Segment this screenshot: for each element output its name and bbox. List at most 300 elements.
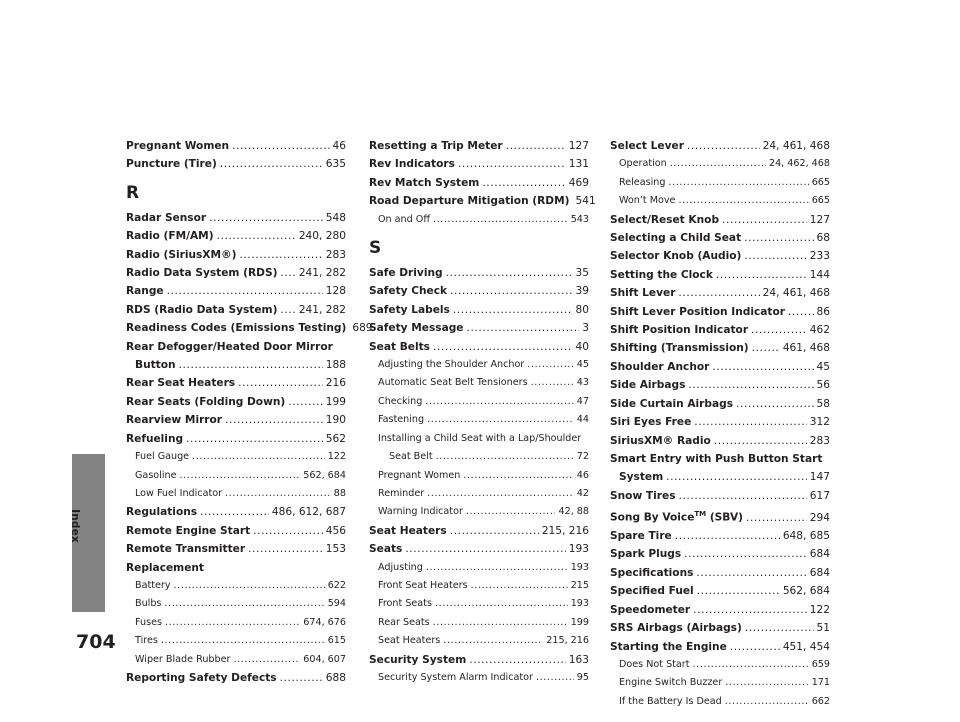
index-subentry: [369, 356, 589, 374]
index-entry-term: Shift Lever: [610, 287, 676, 300]
index-entry-term: Select/Reset Knob: [610, 213, 720, 226]
dot-leader: [531, 374, 574, 392]
index-entry-term: Seat Heaters: [378, 635, 441, 647]
dot-leader: [688, 376, 813, 394]
index-entry-pages: 122: [809, 603, 830, 616]
index-entry-term: Puncture (Tire): [126, 158, 217, 171]
index-entry-pages: 283: [809, 434, 830, 447]
index-entry-pages: 215: [570, 579, 589, 591]
index-entry-pages: 43: [576, 377, 589, 389]
dot-leader: [217, 227, 296, 245]
dot-leader: [446, 264, 573, 282]
dot-leader: [405, 540, 565, 558]
index-entry-term: Side Airbags: [610, 379, 686, 392]
index-entry: [369, 192, 596, 210]
index-entry-term: Checking: [378, 395, 423, 407]
dot-leader: [433, 614, 568, 632]
index-entry: [369, 651, 589, 669]
index-entry-term: Safety Check: [369, 285, 448, 298]
dot-leader: [463, 467, 573, 485]
index-entry: [126, 669, 346, 687]
index-entry-term: Reminder: [378, 487, 425, 499]
dot-leader: [220, 155, 323, 173]
index-entry-pages: 294: [809, 511, 830, 524]
index-entry-pages: 42: [576, 487, 589, 499]
index-subentry: [126, 595, 346, 613]
index-subentry: [369, 669, 589, 687]
index-entry-pages: 42, 88: [558, 506, 589, 518]
index-entry: [610, 468, 830, 486]
index-entry-term: System: [619, 471, 664, 484]
index-entry-term: Remote Engine Start: [126, 524, 251, 537]
dot-leader: [209, 209, 323, 227]
index-column-3: [610, 137, 830, 711]
index-subentry: [369, 411, 589, 429]
index-entry-term: Bulbs: [135, 598, 162, 610]
index-entry-pages: 665: [811, 176, 830, 188]
dot-leader: [687, 137, 760, 155]
dot-leader: [467, 319, 580, 337]
index-entry-pages: 233: [809, 250, 830, 263]
index-entry-pages: 241, 282: [298, 267, 346, 280]
index-entry-pages: 51: [816, 622, 830, 635]
index-entry-term: Snow Tires: [610, 489, 676, 502]
index-entry-term: Reporting Safety Defects: [126, 671, 277, 684]
index-entry-pages: 24, 462, 468: [768, 158, 830, 170]
index-entry: [610, 432, 830, 450]
dot-leader: [225, 411, 323, 429]
index-entry-term: Refueling: [126, 432, 184, 445]
dot-leader: [746, 509, 807, 527]
index-entry-term: Shifting (Transmission): [610, 342, 749, 355]
index-entry-term: Front Seats: [378, 598, 432, 610]
index-entry-term: Selecting a Child Seat: [610, 232, 742, 245]
index-entry: [369, 282, 589, 300]
index-entry: [610, 527, 830, 545]
index-entry-term: Setting the Clock: [610, 268, 713, 281]
index-tab-label: Index: [68, 509, 81, 543]
index-entry-term: Radar Sensor: [126, 211, 207, 224]
index-entry-term: Shift Lever Position Indicator: [610, 305, 785, 318]
index-entry-pages: 68: [816, 232, 830, 245]
index-subentry: [610, 192, 830, 210]
dot-leader: [693, 601, 807, 619]
index-entry: [610, 413, 830, 431]
dot-leader: [433, 211, 568, 229]
dot-leader: [436, 448, 574, 466]
index-entry-pages: 47: [576, 395, 589, 407]
index-entry-pages: 128: [325, 285, 346, 298]
dot-leader: [450, 522, 539, 540]
index-entry-pages: 312: [809, 416, 830, 429]
index-entry-term: [610, 505, 743, 527]
index-subentry: [126, 448, 346, 466]
index-entry-pages: 46: [576, 469, 589, 481]
dot-leader: [730, 638, 780, 656]
index-entry-pages: 635: [325, 158, 346, 171]
index-entry-pages: 188: [325, 359, 346, 372]
index-entry-pages: 171: [811, 677, 830, 689]
dot-leader: [675, 527, 780, 545]
index-entry-term: Replacement: [126, 561, 204, 574]
index-entry-term: Readiness Codes (Emissions Testing): [126, 322, 347, 335]
index-entry-term: Spark Plugs: [610, 548, 682, 561]
index-entry: [610, 229, 830, 247]
index-entry: [610, 303, 830, 321]
index-entry: [126, 430, 346, 448]
index-entry: [610, 137, 830, 155]
dot-leader: [174, 577, 325, 595]
dot-leader: [712, 358, 813, 376]
section-letter-s: S: [369, 238, 382, 259]
index-entry: [610, 487, 830, 505]
index-entry: [610, 284, 830, 302]
index-entry-term: Security System: [369, 653, 467, 666]
index-entry-pages: 541: [575, 195, 596, 208]
dot-leader: [752, 339, 780, 357]
dot-leader: [192, 448, 325, 466]
dot-leader: [458, 155, 566, 173]
dot-leader: [425, 393, 573, 411]
index-entry-term: Shift Position Indicator: [610, 324, 749, 337]
dot-leader: [161, 632, 325, 650]
index-entry-pages: 562, 684: [782, 585, 830, 598]
index-subentry: [369, 595, 589, 613]
index-entry-term: Won’t Move: [619, 195, 676, 207]
index-entry: [126, 411, 346, 429]
index-entry: [126, 393, 346, 411]
index-entry-pages: 199: [325, 395, 346, 408]
dot-leader: [697, 582, 780, 600]
index-entry: [126, 137, 346, 155]
dot-leader: [684, 545, 807, 563]
index-entry-term: On and Off: [378, 213, 430, 225]
index-entry-pages: 486, 612, 687: [271, 506, 346, 519]
index-entry-term-tail: (SBV): [706, 511, 743, 524]
dot-leader: [736, 395, 814, 413]
dot-leader: [716, 266, 807, 284]
index-column-1: [126, 137, 373, 687]
index-entry: [369, 338, 589, 356]
index-entry-pages: 617: [809, 489, 830, 502]
dot-leader: [167, 282, 323, 300]
index-entry-term: Rev Indicators: [369, 158, 455, 171]
dot-leader: [453, 301, 573, 319]
index-subentry: [369, 467, 589, 485]
index-entry-pages: 451, 454: [782, 640, 830, 653]
index-entry-term: Adjusting: [378, 561, 423, 573]
index-entry: [126, 282, 346, 300]
index-subentry: [369, 211, 589, 229]
index-entry-pages: 127: [809, 213, 830, 226]
index-entry-pages: 462: [809, 324, 830, 337]
index-entry: [126, 374, 346, 392]
index-entry-term: Rear Defogger/Heated Door Mirror: [126, 340, 333, 353]
index-entry-pages: 122: [327, 451, 346, 463]
index-entry-term: Radio (FM/AM): [126, 230, 214, 243]
index-entry-term: Siri Eyes Free: [610, 416, 692, 429]
index-entry-term: Warning Indicator: [378, 506, 463, 518]
index-entry-term: Seat Belt: [389, 451, 433, 463]
index-entry-term: Tires: [135, 635, 158, 647]
index-entry-pages: 199: [570, 616, 589, 628]
dot-leader: [238, 374, 323, 392]
dot-leader: [751, 321, 807, 339]
index-entry-term: Seat Belts: [369, 340, 430, 353]
index-entry-term: RDS (Radio Data System): [126, 303, 278, 316]
index-column-2: [369, 137, 596, 687]
index-entry-pages: 144: [809, 268, 830, 281]
dot-leader: [280, 301, 295, 319]
dot-leader: [693, 656, 809, 674]
index-entry-term: Range: [126, 285, 164, 298]
index-entry-term: Select Lever: [610, 140, 684, 152]
dot-leader: [678, 284, 759, 302]
index-entry-term: Shoulder Anchor: [610, 360, 710, 373]
dot-leader: [164, 595, 324, 613]
dot-leader: [427, 411, 574, 429]
index-entry: [610, 564, 830, 582]
index-entry-term: Rev Match System: [369, 176, 480, 189]
index-subentry: [610, 174, 830, 192]
index-entry-pages: 58: [816, 397, 830, 410]
dot-leader: [179, 356, 323, 374]
index-entry-pages: 543: [570, 213, 589, 225]
index-entry-term: Rear Seat Heaters: [126, 377, 236, 390]
index-entry: [610, 505, 830, 527]
index-entry-term: Radio (SiriusXM®): [126, 248, 237, 261]
dot-leader: [722, 211, 807, 229]
dot-leader: [239, 246, 322, 264]
index-entry-term: Rearview Mirror: [126, 414, 223, 427]
index-entry: [369, 174, 589, 192]
index-entry-pages: 193: [568, 543, 589, 556]
index-subentry-term: Installing a Child Seat with a Lap/Shoulder: [378, 432, 582, 444]
index-entry-term: Seat Heaters: [369, 524, 447, 537]
index-entry-pages: 283: [325, 248, 346, 261]
index-subentry: [610, 155, 830, 173]
dot-leader: [678, 192, 808, 210]
index-entry: [610, 395, 830, 413]
index-entry-term: SiriusXM® Radio: [610, 434, 711, 447]
index-subentry: [369, 393, 589, 411]
dot-leader: [506, 137, 566, 155]
index-entry-term: Seats: [369, 543, 403, 556]
dot-leader: [527, 356, 574, 374]
index-entry-pages: 127: [568, 140, 589, 152]
index-entry: [369, 522, 589, 540]
index-entry-pages: 46: [332, 140, 346, 152]
index-entry-pages: 193: [570, 561, 589, 573]
index-entry: [610, 358, 830, 376]
index-entry-term: Safety Labels: [369, 303, 450, 316]
index-entry: [610, 582, 830, 600]
index-subentry: [126, 614, 346, 632]
index-entry-pages: 659: [811, 658, 830, 670]
index-entry-term: Wiper Blade Rubber: [135, 653, 231, 665]
dot-leader: [443, 632, 543, 650]
index-entry-pages: 72: [576, 451, 589, 463]
dot-leader: [745, 619, 814, 637]
index-entry: [126, 301, 346, 319]
index-entry: [610, 266, 830, 284]
index-entry-pages: 80: [575, 303, 589, 316]
index-entry: [369, 301, 589, 319]
index-subentry: [369, 614, 589, 632]
index-entry-pages: 190: [325, 414, 346, 427]
index-entry-pages: 45: [816, 360, 830, 373]
index-entry-term: Speedometer: [610, 603, 691, 616]
dot-leader: [788, 303, 814, 321]
index-subentry: [126, 467, 346, 485]
dot-leader: [744, 247, 806, 265]
trademark-sup: TM: [694, 510, 707, 519]
index-entry-pages: 456: [325, 524, 346, 537]
index-entry-pages: 44: [576, 414, 589, 426]
index-entry: [610, 339, 830, 357]
dot-leader: [450, 282, 572, 300]
index-entry-term: Security System Alarm Indicator: [378, 671, 533, 683]
index-subentry: [369, 485, 589, 503]
index-entry: [126, 264, 346, 282]
index-entry-term: Releasing: [619, 176, 666, 188]
dot-leader: [670, 155, 766, 173]
dot-leader: [433, 338, 573, 356]
index-entry-pages: 648, 685: [782, 530, 830, 543]
index-entry-pages: 56: [816, 379, 830, 392]
index-entry-pages: 622: [327, 579, 346, 591]
index-entry-pages: 469: [568, 176, 589, 189]
index-entry-pages: 662: [811, 695, 830, 707]
index-entry: [610, 619, 830, 637]
index-entry-term: Resetting a Trip Meter: [369, 140, 503, 152]
dot-leader: [426, 559, 568, 577]
index-entry: [369, 264, 589, 282]
index-entry: [610, 545, 830, 563]
index-subentry: [126, 632, 346, 650]
page-number: 704: [76, 631, 116, 653]
index-entry-term: Front Seat Heaters: [378, 579, 468, 591]
index-subentry: [610, 674, 830, 692]
dot-leader: [435, 595, 568, 613]
dot-leader: [666, 468, 807, 486]
index-subentry: [610, 656, 830, 674]
index-entry-term: Remote Transmitter: [126, 543, 246, 556]
index-entry-pages: 594: [327, 598, 346, 610]
index-entry: [369, 155, 589, 173]
index-entry: [126, 209, 346, 227]
index-entry-term: Gasoline: [135, 469, 177, 481]
index-subentry: [369, 374, 589, 392]
index-entry-pages: 193: [570, 598, 589, 610]
index-entry-pages: 163: [568, 653, 589, 666]
index-entry-term: Pregnant Women: [126, 140, 230, 152]
index-entry-pages: 674, 676: [303, 616, 346, 628]
index-subentry: [126, 577, 346, 595]
index-entry-pages: 215, 216: [546, 635, 589, 647]
index-entry-pages: 216: [325, 377, 346, 390]
index-entry: [610, 638, 830, 656]
index-entry-term: SRS Airbags (Airbags): [610, 622, 742, 635]
dot-leader: [427, 485, 574, 503]
dot-leader: [248, 540, 323, 558]
index-entry-pages: 688: [325, 671, 346, 684]
index-entry-term: Regulations: [126, 506, 198, 519]
dot-leader: [482, 174, 565, 192]
index-entry-pages: 684: [809, 566, 830, 579]
index-entry: [126, 319, 373, 337]
index-entry-pages: 689: [352, 322, 373, 335]
index-subentry: [369, 503, 589, 521]
index-entry: [610, 321, 830, 339]
dot-leader: [186, 430, 323, 448]
index-entry: [610, 601, 830, 619]
index-entry-pages: 684: [809, 548, 830, 561]
index-entry-term: Starting the Engine: [610, 640, 727, 653]
index-entry-pages: 153: [325, 543, 346, 556]
index-entry-term: Adjusting the Shoulder Anchor: [378, 359, 525, 371]
dot-leader: [233, 651, 300, 669]
index-entry-pages: 615: [327, 635, 346, 647]
index-entry-term: Fastening: [378, 414, 425, 426]
dot-leader: [280, 669, 323, 687]
index-entry: [126, 356, 346, 374]
index-entry-pages: 3: [582, 322, 589, 335]
index-entry-term: Rear Seats: [378, 616, 430, 628]
index-entry-pages: 147: [809, 471, 830, 484]
dot-leader: [668, 174, 808, 192]
index-entry-pages: 562, 684: [303, 469, 346, 481]
index-subentry: [369, 448, 589, 466]
dot-leader: [466, 503, 556, 521]
dot-leader: [744, 229, 813, 247]
index-entry-term: Side Curtain Airbags: [610, 397, 734, 410]
index-entry-pages: 86: [816, 305, 830, 318]
index-entry-term: Specifications: [610, 566, 694, 579]
index-entry-term: Road Departure Mitigation (RDM): [369, 195, 570, 208]
index-entry-term: Rear Seats (Folding Down): [126, 395, 286, 408]
index-subentry: [126, 651, 346, 669]
index-entry: [369, 137, 589, 155]
index-entry-pages: 39: [575, 285, 589, 298]
index-entry: [369, 319, 589, 337]
index-subentry: [369, 559, 589, 577]
index-entry: [126, 227, 346, 245]
index-entry-pages: 604, 607: [303, 653, 346, 665]
dot-leader: [471, 577, 568, 595]
dot-leader: [232, 137, 329, 155]
index-entry-term: Spare Tire: [610, 530, 672, 543]
index-entry: [610, 376, 830, 394]
index-entry-pages: 45: [576, 359, 589, 371]
dot-leader: [180, 467, 301, 485]
index-entry-term: Safety Message: [369, 322, 464, 335]
index-entry-term: If the Battery Is Dead: [619, 695, 722, 707]
dot-leader: [253, 522, 323, 540]
index-entry-term: Fuel Gauge: [135, 451, 190, 463]
index-entry-term: Does Not Start: [619, 658, 690, 670]
index-entry-term: Low Fuel Indicator: [135, 487, 223, 499]
index-entry-term: Safe Driving: [369, 267, 443, 280]
index-entry: [126, 155, 346, 173]
index-entry-term: Radio Data System (RDS): [126, 267, 278, 280]
dot-leader: [714, 432, 807, 450]
dot-leader: [165, 614, 300, 632]
index-entry: [126, 522, 346, 540]
index-entry-pages: 40: [575, 340, 589, 353]
index-entry-pages: 240, 280: [298, 230, 346, 243]
dot-leader: [280, 264, 295, 282]
